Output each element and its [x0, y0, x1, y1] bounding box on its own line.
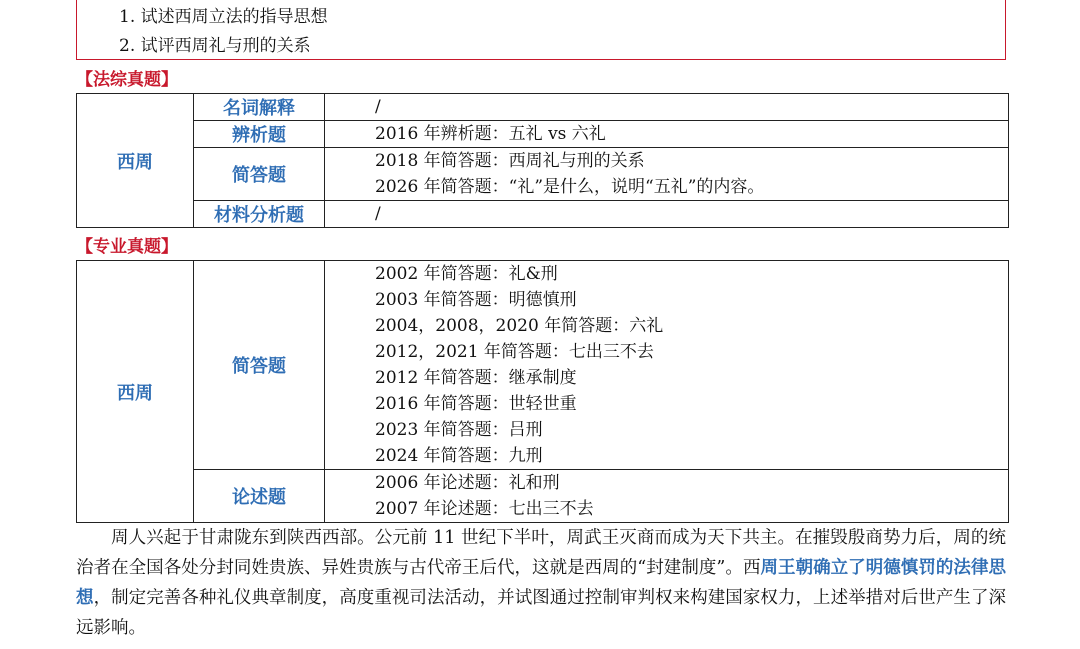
type-cell: 名词解释: [194, 94, 325, 121]
content-cell: [325, 148, 1009, 201]
content-line: 2016 年辨析题：五礼 vs 六礼: [375, 124, 606, 144]
paragraph-text: [76, 523, 1006, 643]
type-cell: 辨析题: [194, 121, 325, 148]
content-line: /: [375, 97, 381, 117]
paragraph-text-after: ，制定完善各种礼仪典章制度，高度重视司法活动，并试图通过控制审判权来构建国家权力，上述举措对后世产生了深远影响。: [76, 588, 1007, 638]
fazong-table: [76, 93, 1009, 228]
section-heading-zhuanye: 【专业真题】: [76, 237, 178, 257]
question-box: [76, 0, 1006, 60]
content-line: 2004，2008，2020 年简答题：六礼: [375, 316, 664, 336]
body-paragraph: [76, 523, 1006, 643]
content-cell: [325, 201, 1009, 228]
category-cell: 西周: [77, 261, 194, 523]
content-cell: [325, 261, 1009, 470]
content-line: 2024 年简答题：九刑: [375, 446, 543, 466]
zhuanye-table: [76, 260, 1009, 523]
content-line: 2006 年论述题：礼和刑: [375, 473, 560, 493]
content-cell: [325, 470, 1009, 523]
content-line: 2007 年论述题：七出三不去: [375, 499, 594, 519]
content-line: 2026 年简答题：“礼”是什么，说明“五礼”的内容。: [375, 177, 765, 197]
content-cell: [325, 121, 1009, 148]
question-1: 1. 试述西周立法的指导思想: [119, 7, 328, 27]
section-heading-fazong: 【法综真题】: [76, 70, 178, 90]
content-line: 2018 年简答题：西周礼与刑的关系: [375, 151, 645, 171]
content-line: 2012 年简答题：继承制度: [375, 368, 577, 388]
content-line: 2003 年简答题：明德慎刑: [375, 290, 577, 310]
paragraph-text-before: 周人兴起于甘肃陇东到陕西西部。公元前 11 世纪下半叶，周武王灭商而成为天下共主。在摧毁殷商势力后，周的统治者在全国各处分封同姓贵族、异姓贵族与古代帝王后代，这就是西周的“封建制度”。西: [76, 528, 1006, 578]
content-line: 2016 年简答题：世轻世重: [375, 394, 577, 414]
content-line: 2023 年简答题：吕刑: [375, 420, 543, 440]
content-line: 2012，2021 年简答题：七出三不去: [375, 342, 654, 362]
content-line: 2002 年简答题：礼&刑: [375, 264, 558, 284]
paragraph-highlight: 周王朝确立了明德慎罚的法律思想: [76, 558, 1007, 608]
type-cell: 简答题: [194, 261, 325, 470]
content-line: /: [375, 204, 381, 224]
question-2: 2. 试评西周礼与刑的关系: [119, 36, 311, 56]
type-cell: 论述题: [194, 470, 325, 523]
type-cell: 简答题: [194, 148, 325, 201]
content-cell: [325, 94, 1009, 121]
type-cell: 材料分析题: [194, 201, 325, 228]
category-cell: 西周: [77, 94, 194, 228]
